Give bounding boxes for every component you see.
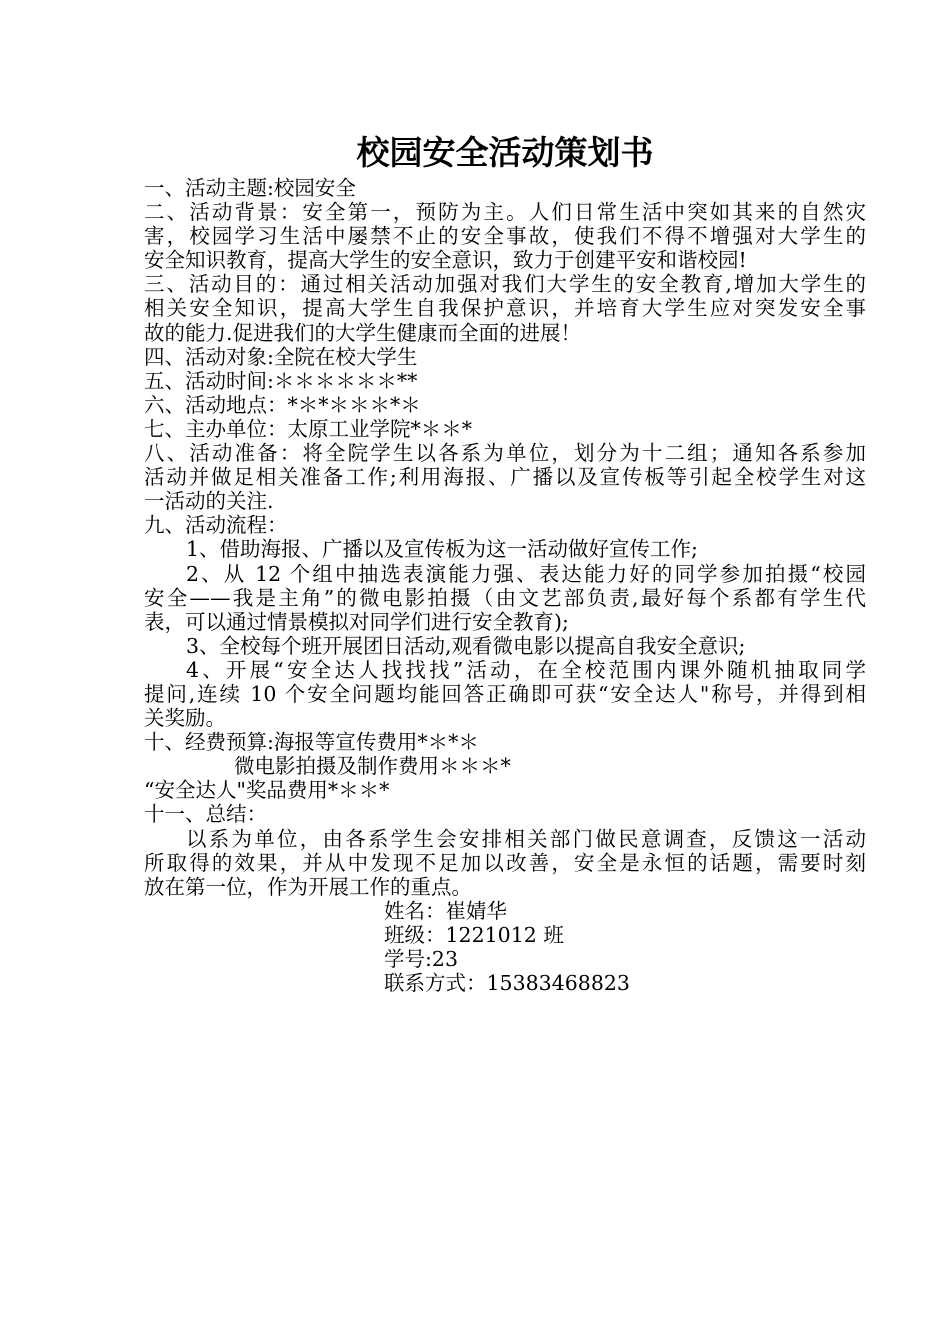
text-line: 六、活动地点：*＊*＊＊＊*＊	[144, 392, 421, 417]
text-line: 三、活动目的：通过相关活动加强对我们大学生的安全教育,增加大学生的	[144, 272, 866, 297]
text-line: 提问,连续 10 个安全问题均能回答正确即可获“安全达人"称号，并得到相	[144, 681, 866, 706]
text-line: 一活动的关注.	[144, 489, 274, 514]
text-line: 表，可以通过情景模拟对同学们进行安全教育);	[144, 609, 569, 634]
signature-class: 班级：1221012 班	[384, 922, 564, 947]
text-line: 1、借助海报、广播以及宣传板为这一活动做好宣传工作;	[186, 537, 698, 562]
text-line: 活动并做足相关准备工作;利用海报、广播以及宣传板等引起全校学生对这	[144, 465, 866, 490]
text-line: 十一、总结：	[144, 802, 267, 827]
text-line: 2、从 12 个组中抽选表演能力强、表达能力好的同学参加拍摄“校园	[186, 561, 866, 586]
text-line: 故的能力.促进我们的大学生健康而全面的进展！	[144, 320, 582, 345]
text-line: 二、活动背景：安全第一，预防为主。人们日常生活中突如其来的自然灾	[144, 200, 866, 225]
text-line: 以系为单位，由各系学生会安排相关部门做民意调查，反馈这一活动	[186, 826, 866, 851]
document-page	[144, 130, 866, 995]
text-line: 3、全校每个班开展团日活动,观看微电影以提高自我安全意识;	[186, 633, 746, 658]
text-line: 微电影拍摄及制作费用＊＊＊*	[234, 754, 511, 779]
text-line: 相关安全知识，提高大学生自我保护意识，并培育大学生应对突发安全事	[144, 296, 866, 321]
text-line: 一、活动主题:校园安全	[144, 176, 356, 200]
text-line: 害，校园学习生活中屡禁不止的安全事故，使我们不得不增强对大学生的	[144, 224, 866, 249]
text-line: 四、活动对象:全院在校大学生	[144, 344, 418, 369]
text-line: 九、活动流程：	[144, 513, 288, 538]
text-line: 八、活动准备：将全院学生以各系为单位，划分为十二组；通知各系参加	[144, 441, 866, 466]
text-line: 所取得的效果，并从中发现不足加以改善，安全是永恒的话题，需要时刻	[144, 850, 866, 875]
signature-contact: 联系方式：15383468823	[384, 971, 630, 996]
text-line: 4、开展“安全达人找找找”活动，在全校范围内课外随机抽取同学	[186, 657, 866, 682]
signature-student-id: 学号:23	[384, 947, 458, 971]
text-line: 安全知识教育，提高大学生的安全意识，致力于创建平安和谐校园!	[144, 248, 747, 273]
signature-name: 姓名：崔婧华	[384, 898, 507, 923]
text-line: 十、经费预算:海报等宣传费用*＊*＊	[144, 730, 479, 755]
text-line: 安全——我是主角”的微电影拍摄（由文艺部负责,最好每个系都有学生代	[144, 585, 866, 610]
text-line: 放在第一位，作为开展工作的重点。	[144, 874, 472, 899]
text-line: 五、活动时间:＊＊＊＊＊＊**	[144, 368, 418, 393]
text-line: 七、主办单位：太原工业学院*＊＊*	[144, 416, 472, 441]
text-line: 关奖励。	[144, 706, 226, 731]
document-title: 校园安全活动策划书	[356, 133, 654, 172]
text-line: “安全达人"奖品费用*＊＊*	[144, 778, 390, 803]
